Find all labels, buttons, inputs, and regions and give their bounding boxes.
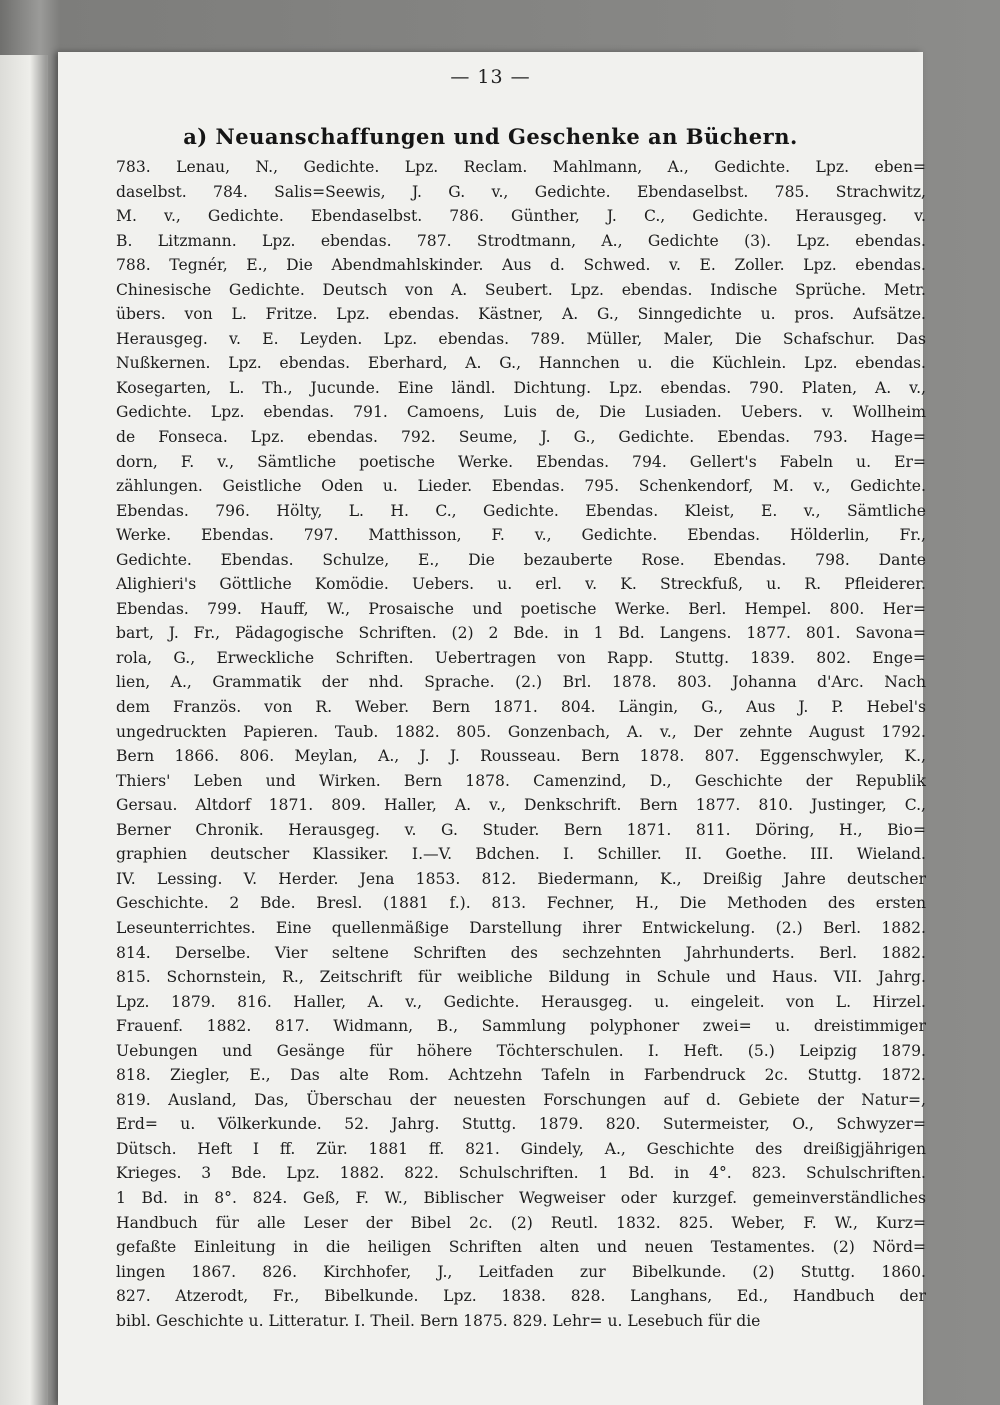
text-line: Gedichte. Lpz. ebendas. 791. Camoens, Luis de, Die Lusiaden. Uebers. v. Wollheim bbox=[116, 403, 926, 422]
text-line: M. v., Gedichte. Ebendaselbst. 786. Günther, J. C., Gedichte. Herausgeg. v. bbox=[116, 207, 926, 226]
text-line: Alighieri's Göttliche Komödie. Uebers. u. erl. v. K. Streckfuß, u. R. Pfleiderer. bbox=[116, 575, 926, 594]
text-line: 818. Ziegler, E., Das alte Rom. Achtzehn Tafeln in Farbendruck 2c. Stuttg. 1872. bbox=[116, 1066, 926, 1085]
text-line: 815. Schornstein, R., Zeitschrift für weibliche Bildung in Schule und Haus. VII. Jahrg. bbox=[116, 968, 926, 987]
text-line: Ebendas. 799. Hauff, W., Prosaische und poetische Werke. Berl. Hempel. 800. Her= bbox=[116, 599, 926, 618]
text-line: Erd= u. Völkerkunde. 52. Jahrg. Stuttg. 1879. 820. Sutermeister, O., Schwyzer= bbox=[116, 1115, 926, 1134]
text-line: Bern 1866. 806. Meylan, A., J. J. Rousseau. Bern 1878. 807. Eggenschwyler, K., bbox=[116, 747, 926, 766]
text-line: B. Litzmann. Lpz. ebendas. 787. Strodtmann, A., Gedichte (3). Lpz. ebendas. bbox=[116, 231, 926, 250]
text-line: Lpz. 1879. 816. Haller, A. v., Gedichte. Herausgeg. u. eingeleit. von L. Hirzel. bbox=[116, 992, 926, 1011]
previous-page-edge bbox=[0, 55, 48, 1405]
text-line: Kosegarten, L. Th., Jucunde. Eine ländl. Dichtung. Lpz. ebendas. 790. Platen, A. v., bbox=[116, 378, 926, 397]
text-line: bibl. Geschichte u. Litteratur. I. Theil. Bern 1875. 829. Lehr= u. Lesebuch für die bbox=[116, 1311, 761, 1330]
text-line: bart, J. Fr., Pädagogische Schriften. (2) 2 Bde. in 1 Bd. Langens. 1877. 801. Savona= bbox=[116, 624, 926, 643]
text-line: 1 Bd. in 8°. 824. Geß, F. W., Biblischer Wegweiser oder kurzgef. gemeinverständliches bbox=[116, 1188, 926, 1207]
text-line: gefaßte Einleitung in die heiligen Schriften alten und neuen Testamentes. (2) Nörd= bbox=[116, 1238, 926, 1257]
text-line: daselbst. 784. Salis=Seewis, J. G. v., Gedichte. Ebendaselbst. 785. Strachwitz, bbox=[116, 182, 926, 201]
text-line: lien, A., Grammatik der nhd. Sprache. (2.) Brl. 1878. 803. Johanna d'Arc. Nach bbox=[116, 673, 926, 692]
text-line: Handbuch für alle Leser der Bibel 2c. (2) Reutl. 1832. 825. Weber, F. W., Kurz= bbox=[116, 1213, 926, 1232]
text-line: graphien deutscher Klassiker. I.—V. Bdchen. I. Schiller. II. Goethe. III. Wieland. bbox=[116, 845, 926, 864]
text-line: Geschichte. 2 Bde. Bresl. (1881 f.). 813. Fechner, H., Die Methoden des ersten bbox=[116, 894, 926, 913]
text-line: zählungen. Geistliche Oden u. Lieder. Ebendas. 795. Schenkendorf, M. v., Gedichte. bbox=[116, 477, 926, 496]
page-number: — 13 — bbox=[450, 66, 531, 88]
text-line: 827. Atzerodt, Fr., Bibelkunde. Lpz. 1838. 828. Langhans, Ed., Handbuch der bbox=[116, 1287, 926, 1306]
text-line: Uebungen und Gesänge für höhere Töchterschulen. I. Heft. (5.) Leipzig 1879. bbox=[116, 1041, 926, 1060]
text-line: Gedichte. Ebendas. Schulze, E., Die bezauberte Rose. Ebendas. 798. Dante bbox=[116, 550, 926, 569]
text-line: Berner Chronik. Herausgeg. v. G. Studer. Bern 1871. 811. Döring, H., Bio= bbox=[116, 820, 926, 839]
text-line: IV. Lessing. V. Herder. Jena 1853. 812. Biedermann, K., Dreißig Jahre deutscher bbox=[116, 869, 926, 888]
text-line: dorn, F. v., Sämtliche poetische Werke. Ebendas. 794. Gellert's Fabeln u. Er= bbox=[116, 452, 926, 471]
text-line: Chinesische Gedichte. Deutsch von A. Seubert. Lpz. ebendas. Indische Sprüche. Metr. bbox=[116, 280, 926, 299]
section-heading: a) Neuanschaffungen und Geschenke an Büchern. bbox=[183, 124, 798, 149]
text-line: Nußkernen. Lpz. ebendas. Eberhard, A. G., Hannchen u. die Küchlein. Lpz. ebendas. bbox=[116, 354, 926, 373]
text-line: Werke. Ebendas. 797. Matthisson, F. v., Gedichte. Ebendas. Hölderlin, Fr., bbox=[116, 526, 926, 545]
text-line: 788. Tegnér, E., Die Abendmahlskinder. Aus d. Schwed. v. E. Zoller. Lpz. ebendas. bbox=[116, 256, 926, 275]
text-line: Dütsch. Heft I ff. Zür. 1881 ff. 821. Gindely, A., Geschichte des dreißigjährigen bbox=[116, 1139, 926, 1158]
text-line: Leseunterrichtes. Eine quellenmäßige Darstellung ihrer Entwickelung. (2.) Berl. 1882. bbox=[116, 918, 926, 937]
text-line: Herausgeg. v. E. Leyden. Lpz. ebendas. 789. Müller, Maler, Die Schafschur. Das bbox=[116, 329, 926, 348]
text-line: Gersau. Altdorf 1871. 809. Haller, A. v., Denkschrift. Bern 1877. 810. Justinger, C., bbox=[116, 796, 926, 815]
text-line: 814. Derselbe. Vier seltene Schriften des sechzehnten Jahrhunderts. Berl. 1882. bbox=[116, 943, 926, 962]
text-line: übers. von L. Fritze. Lpz. ebendas. Kästner, A. G., Sinngedichte u. pros. Aufsätze. bbox=[116, 305, 926, 324]
text-line: ungedruckten Papieren. Taub. 1882. 805. Gonzenbach, A. v., Der zehnte August 1792. bbox=[116, 722, 926, 741]
text-line: lingen 1867. 826. Kirchhofer, J., Leitfaden zur Bibelkunde. (2) Stuttg. 1860. bbox=[116, 1262, 926, 1281]
text-line: Ebendas. 796. Hölty, L. H. C., Gedichte. Ebendas. Kleist, E. v., Sämtliche bbox=[116, 501, 926, 520]
text-line: de Fonseca. Lpz. ebendas. 792. Seume, J. G., Gedichte. Ebendas. 793. Hage= bbox=[116, 428, 926, 447]
text-line: Thiers' Leben und Wirken. Bern 1878. Camenzind, D., Geschichte der Republik bbox=[116, 771, 926, 790]
text-line: rola, G., Erweckliche Schriften. Uebertragen von Rapp. Stuttg. 1839. 802. Enge= bbox=[116, 648, 926, 667]
text-line: Krieges. 3 Bde. Lpz. 1882. 822. Schulschriften. 1 Bd. in 4°. 823. Schulschriften. bbox=[116, 1164, 926, 1183]
text-line: 783. Lenau, N., Gedichte. Lpz. Reclam. Mahlmann, A., Gedichte. Lpz. eben= bbox=[116, 158, 926, 176]
text-line: 819. Ausland, Das, Überschau der neuesten Forschungen auf d. Gebiete der Natur=, bbox=[116, 1090, 926, 1109]
document-page bbox=[58, 52, 926, 1405]
text-line: dem Französ. von R. Weber. Bern 1871. 804. Längin, G., Aus J. P. Hebel's bbox=[116, 698, 926, 717]
text-line: Frauenf. 1882. 817. Widmann, B., Sammlung polyphoner zwei= u. dreistimmiger bbox=[116, 1017, 926, 1036]
catalog-text bbox=[116, 155, 926, 1333]
